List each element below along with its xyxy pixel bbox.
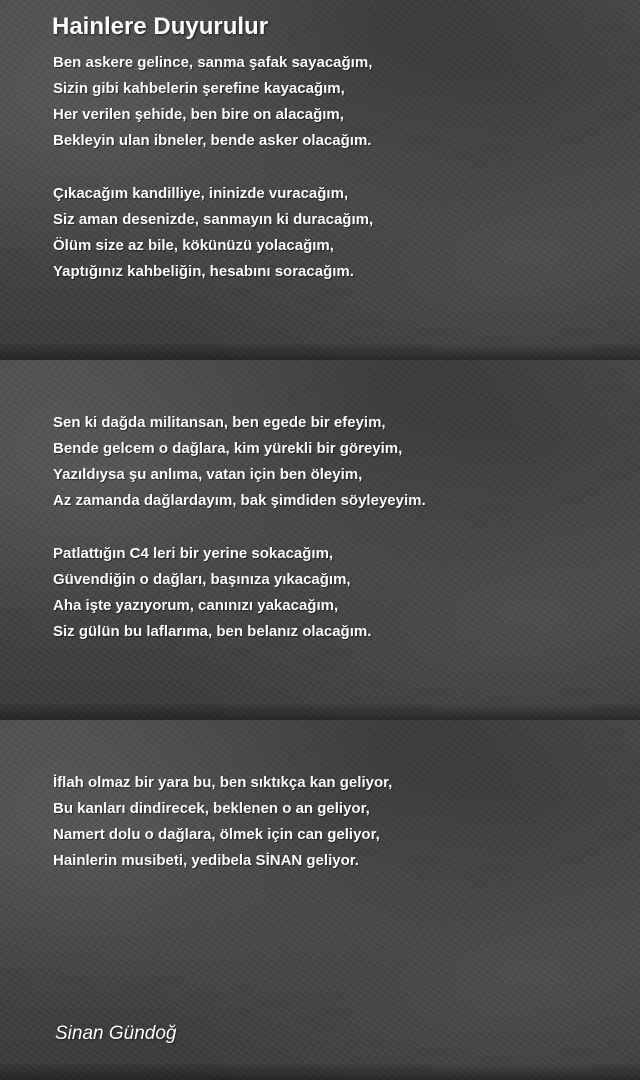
poem-card-1 — [0, 0, 640, 360]
poem-line: Aha işte yazıyorum, canınızı yakacağım, — [53, 597, 339, 614]
poem-line: Sizin gibi kahbelerin şerefine kayacağım, — [53, 80, 345, 97]
poem-line: Namert dolu o dağlara, ölmek için can geliyor, — [53, 826, 380, 843]
stanza-1 — [53, 50, 372, 154]
author-name: Sinan Gündoğ — [55, 1023, 177, 1044]
poem-line: Az zamanda dağlardayım, bak şimdiden söyleyeyim. — [53, 492, 426, 509]
poem-line: Sen ki dağda militansan, ben egede bir efeyim, — [53, 414, 386, 431]
poem-line: Her verilen şehide, ben bire on alacağım, — [53, 106, 344, 123]
poem-card-3 — [0, 720, 640, 1080]
poem-title: Hainlere Duyurulur — [52, 13, 269, 40]
poem-card-2 — [0, 360, 640, 720]
poem-line: Yaptığınız kahbeliğin, hesabını soracağım. — [53, 263, 354, 280]
poem-line: Bende gelcem o dağlara, kim yürekli bir göreyim, — [53, 440, 403, 457]
stanza-4 — [53, 541, 371, 645]
poem-line: Yazıldıysa şu anlıma, vatan için ben öleyim, — [53, 466, 363, 483]
poem-line: Ölüm size az bile, kökünüzü yolacağım, — [53, 237, 334, 254]
poem-line: Ben askere gelince, sanma şafak sayacağım, — [53, 54, 373, 71]
poem-line: Bu kanları dindirecek, beklenen o an geliyor, — [53, 800, 370, 817]
stanza-2 — [53, 181, 373, 285]
poem-line: Bekleyin ulan ibneler, bende asker olacağım. — [53, 132, 372, 149]
poem-line: İflah olmaz bir yara bu, ben sıktıkça kan geliyor, — [53, 774, 393, 791]
stanza-5 — [53, 770, 392, 874]
stanza-3 — [53, 410, 426, 514]
poem-line: Siz aman desenizde, sanmayın ki duracağım, — [53, 211, 374, 228]
poem-line: Güvendiğin o dağları, başınıza yıkacağım, — [53, 571, 351, 588]
poem-line: Siz gülün bu laflarıma, ben belanız olacağım. — [53, 623, 372, 640]
poem-line: Patlattığın C4 leri bir yerine sokacağım, — [53, 545, 334, 562]
poem-line: Hainlerin musibeti, yedibela SİNAN geliyor. — [53, 852, 359, 869]
poem-line: Çıkacağım kandilliye, ininizde vuracağım, — [53, 185, 349, 202]
